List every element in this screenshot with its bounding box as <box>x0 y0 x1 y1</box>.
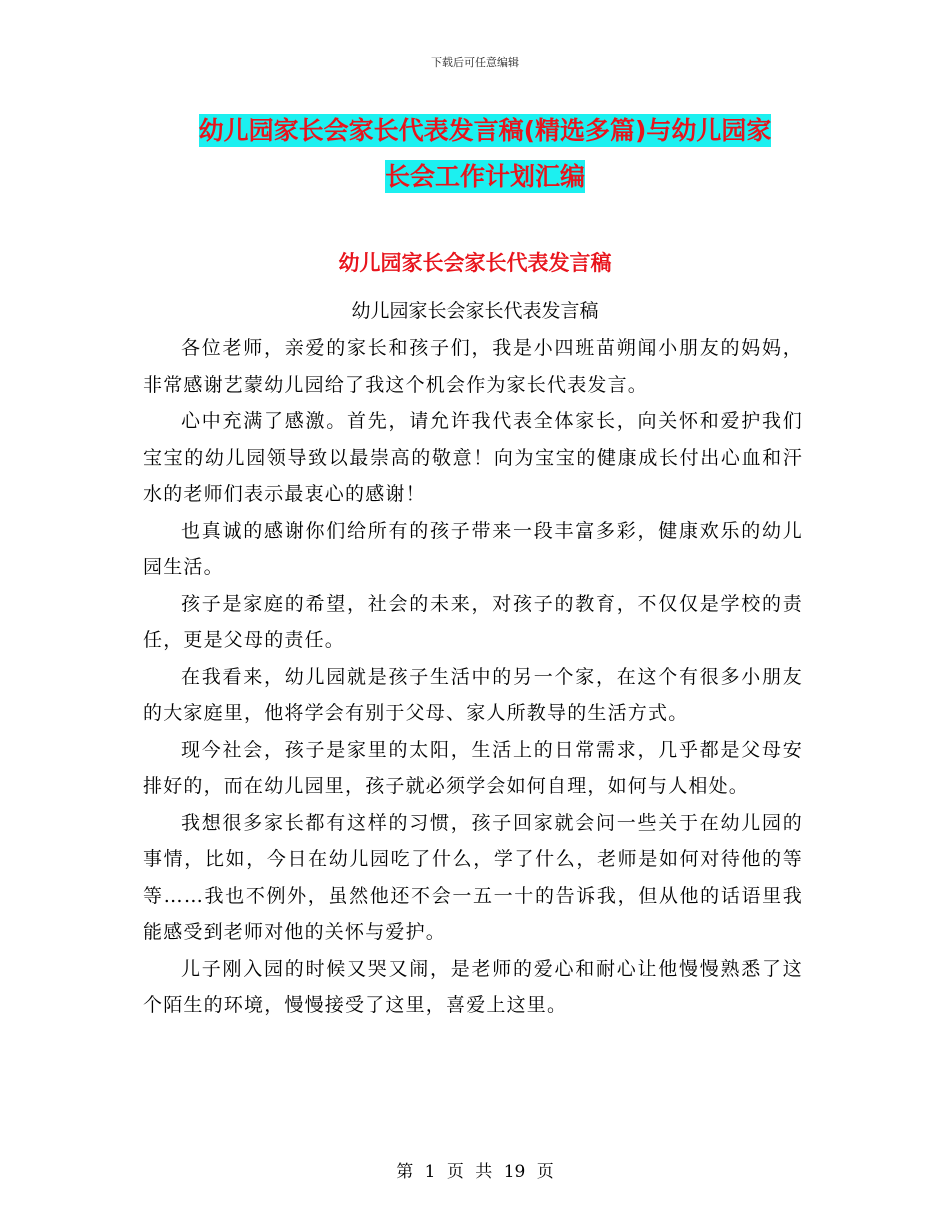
speech-body <box>143 330 803 1024</box>
paragraph: 心中充满了感激。首先，请允许我代表全体家长，向关怀和爱护我们宝宝的幼儿园领导致以最崇高的敬意！向为宝宝的健康成长付出心血和汗水的老师们表示最衷心的感谢！ <box>143 410 803 505</box>
document-title-line-2: 长会工作计划汇编 <box>384 162 585 191</box>
section-title: 幼儿园家长会家长代表发言稿 <box>338 251 612 275</box>
page-number-footer: 第 1 页 共 19 页 <box>396 1162 554 1182</box>
paragraph: 各位老师，亲爱的家长和孩子们，我是小四班苗朔闻小朋友的妈妈，非常感谢艺蒙幼儿园给了我这个机会作为家长代表发言。 <box>143 337 803 396</box>
header-note: 下载后可任意编辑 <box>431 56 519 69</box>
paragraph: 在我看来，幼儿园就是孩子生活中的另一个家，在这个有很多小朋友的大家庭里，他将学会有别于父母、家人所教导的生活方式。 <box>143 665 803 724</box>
paragraph: 现今社会，孩子是家里的太阳，生活上的日常需求，几乎都是父母安排好的，而在幼儿园里，孩子就必须学会如何自理，如何与人相处。 <box>143 738 803 797</box>
document-title-line-1: 幼儿园家长会家长代表发言稿(精选多篇)与幼儿园家 <box>198 116 772 145</box>
paragraph: 也真诚的感谢你们给所有的孩子带来一段丰富多彩，健康欢乐的幼儿园生活。 <box>143 519 803 578</box>
speech-heading: 幼儿园家长会家长代表发言稿 <box>351 300 599 322</box>
document-title <box>120 108 850 200</box>
paragraph: 孩子是家庭的希望，社会的未来，对孩子的教育，不仅仅是学校的责任，更是父母的责任。 <box>143 592 803 651</box>
paragraph: 儿子刚入园的时候又哭又闹，是老师的爱心和耐心让他慢慢熟悉了这个陌生的环境，慢慢接受了这里，喜爱上这里。 <box>143 957 803 1016</box>
paragraph: 我想很多家长都有这样的习惯，孩子回家就会问一些关于在幼儿园的事情，比如，今日在幼儿园吃了什么，学了什么，老师是如何对待他的等等……我也不例外，虽然他还不会一五一十的告诉我，但从他的话语里我能感受到老师对他的关怀与爱护。 <box>143 811 803 943</box>
